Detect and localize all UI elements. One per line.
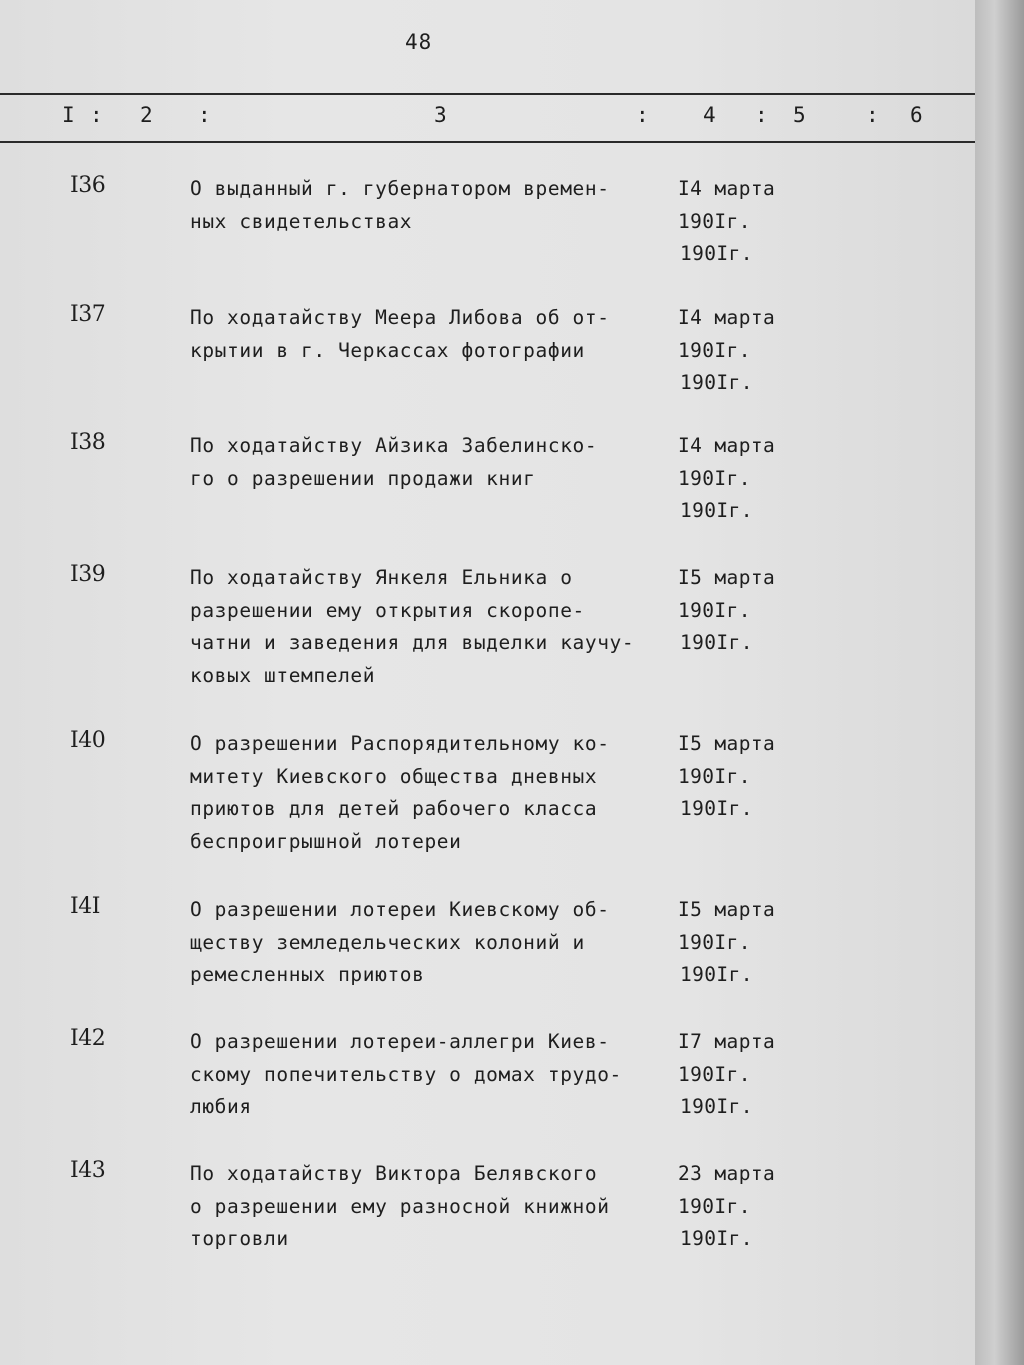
- entry-title: О выданный г. губернатором времен- ных свидетельствах: [190, 177, 610, 233]
- entry-start-year: 190Iг.: [678, 764, 751, 788]
- column-header-6: 6: [910, 103, 923, 127]
- entry-title: О разрешении Распорядительному ко- митету Киевского общества дневных приютов для детей рабочего класса беспроигрышной лотереи: [190, 732, 610, 853]
- entry-end-year: 190Iг.: [680, 963, 753, 986]
- entry-number: I42: [70, 1026, 106, 1051]
- entry-date: [678, 430, 775, 528]
- entry-title: По ходатайству Меера Либова об от- крытии в г. Черкассах фотографии: [190, 306, 610, 362]
- entry-start-year: 190Iг.: [678, 1194, 751, 1218]
- page-number: 48: [405, 30, 433, 54]
- column-header-1: I: [62, 103, 75, 127]
- entry-start-date: I4 марта: [678, 177, 776, 200]
- entry-end-year: 190Iг.: [680, 371, 753, 394]
- header-top-rule: [0, 93, 975, 95]
- entry-start-year: 190Iг.: [678, 598, 751, 622]
- entry-end-year: 190Iг.: [680, 499, 753, 522]
- entry-start-date: I5 марта: [678, 566, 776, 589]
- column-separator: :: [636, 103, 649, 127]
- entry-title: О разрешении лотереи Киевскому об- ществу земледельческих колоний и ремесленных приютов: [190, 898, 610, 986]
- column-separator: :: [755, 103, 768, 127]
- column-header-4: 4: [703, 103, 716, 127]
- entry-end-year: 190Iг.: [680, 1095, 753, 1118]
- entry-end-year: 190Iг.: [680, 242, 753, 265]
- entry-start-date: I4 марта: [678, 434, 776, 457]
- entry-title: По ходатайству Виктора Белявского о разрешении ему разносной книжной торговли: [190, 1162, 610, 1250]
- entry-start-year: 190Iг.: [678, 1062, 751, 1086]
- entry-end-year: 190Iг.: [680, 797, 753, 820]
- entry-start-year: 190Iг.: [678, 338, 751, 362]
- entry-start-date: I4 марта: [678, 306, 776, 329]
- entry-date: [678, 562, 775, 660]
- entry-start-date: I5 марта: [678, 898, 776, 921]
- column-separator: :: [866, 103, 879, 127]
- entry-number: I39: [70, 562, 106, 587]
- entry-number: I38: [70, 430, 106, 455]
- entry-start-date: I7 марта: [678, 1030, 776, 1053]
- entry-date: [678, 1158, 775, 1256]
- entry-number: I43: [70, 1158, 106, 1183]
- entry-date: [678, 302, 775, 400]
- entry-number: I4I: [70, 894, 100, 919]
- column-header-3: 3: [434, 103, 447, 127]
- entry-date: [678, 894, 775, 992]
- entry-start-year: 190Iг.: [678, 209, 751, 233]
- column-separator: :: [90, 103, 103, 127]
- entry-number: I37: [70, 302, 106, 327]
- entry-start-date: I5 марта: [678, 732, 776, 755]
- entry-start-year: 190Iг.: [678, 466, 751, 490]
- header-bottom-rule: [0, 141, 975, 143]
- page-edge-shadow: [975, 0, 1024, 1365]
- entry-title: По ходатайству Янкеля Ельника о разрешении ему открытия скоропе- чатни и заведения для выделки каучу- ковых штемпелей: [190, 566, 635, 687]
- entry-start-date: 23 марта: [678, 1162, 776, 1185]
- column-header-5: 5: [793, 103, 806, 127]
- entry-end-year: 190Iг.: [680, 1227, 753, 1250]
- entry-title: По ходатайству Айзика Забелинско- го о разрешении продажи книг: [190, 434, 598, 490]
- entry-date: [678, 173, 775, 271]
- entry-date: [678, 728, 775, 826]
- entry-number: I40: [70, 728, 106, 753]
- entry-number: I36: [70, 173, 106, 198]
- entry-title: О разрешении лотереи-аллегри Киев- скому попечительству о домах трудо- любия: [190, 1030, 622, 1118]
- column-separator: :: [198, 103, 211, 127]
- entry-date: [678, 1026, 775, 1124]
- entry-start-year: 190Iг.: [678, 930, 751, 954]
- entry-end-year: 190Iг.: [680, 631, 753, 654]
- column-header-2: 2: [140, 103, 153, 127]
